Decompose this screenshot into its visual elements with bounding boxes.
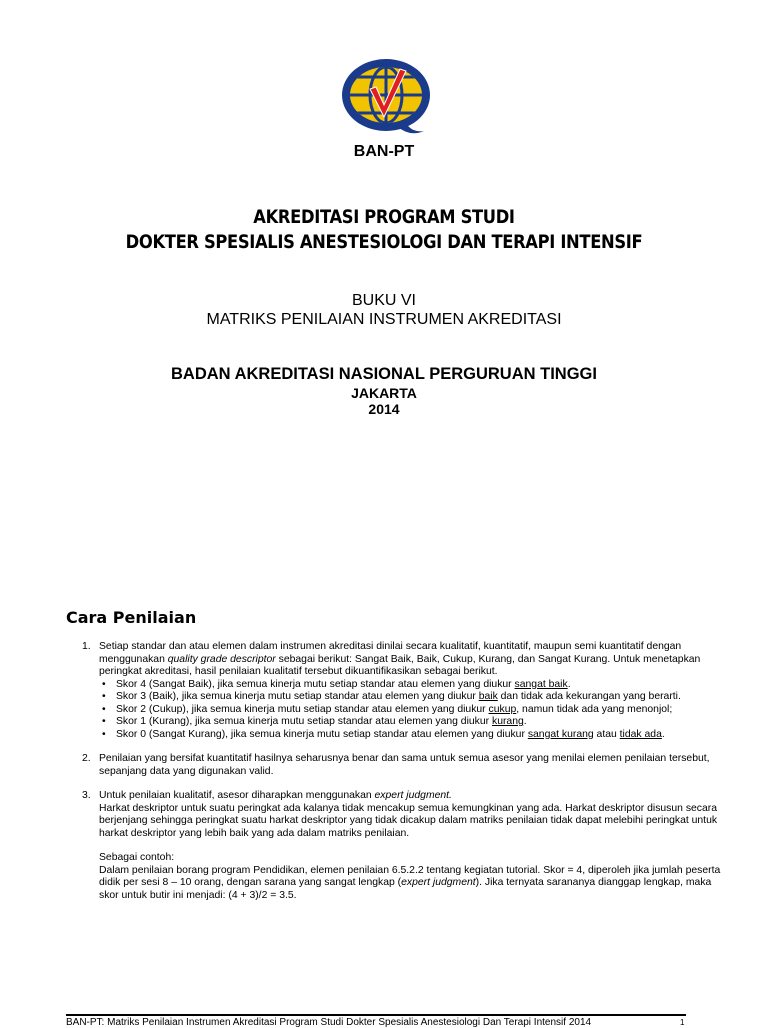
bullet-icon: • [102,728,106,740]
list-number: 1. [82,641,91,652]
list-item-3 [82,790,722,902]
bullet-icon: • [102,716,106,727]
footer-text: BAN-PT: Matriks Penilaian Instrumen Akreditasi Program Studi Dokter Spesialis Anestesiologi Dan Terapi Intensif 2014 [66,1017,592,1028]
score-bullet: • Skor 4 (Sangat Baik), jika semua kinerja mutu setiap standar atau elemen yang diukur sangat baik. [102,678,571,690]
year: 2014 [368,401,400,417]
assessment-instructions [82,641,722,902]
book-number: BUKU VI [351,292,416,309]
example-text: Dalam penilaian borang program Pendidikan, elemen penilaian 6.5.2.2 tentang kegiatan tutorial. Skor = 4, diperoleh jika jumlah peserta didik per sesi 8 – 10 orang, dengan sarana yang sangat lengkap (expert judgment). Jika ternyata sarananya dianggap lengkap, maka skor untuk butir ini menjadi: (4 + 3)/2 = 3.5. [99,864,721,901]
item2-text: Penilaian yang bersifat kuantitatif hasilnya seharusnya benar dan sama untuk semua asesor yang menilai elemen penilaian tersebut, sepanjang data yang digunakan valid. [99,753,710,777]
org-short-name: BAN-PT [353,143,415,160]
score-list [99,679,722,742]
item1-intro: Setiap standar dan atau elemen dalam instrumen akreditasi dinilai secara kualitatif, kuantitatif, maupun semi kuantitatif dengan menggunakan quality grade descriptor sebagai berikut: Sangat Baik, Baik, Cukup, Kurang, dan Sangat Kurang. Untuk menetapkan peringkat akreditasi, hasil penilaian kualitatif tersebut dikuantifikasikan sebagai berikut. [99,641,701,677]
item3-line1: Untuk penilaian kualitatif, asesor diharapkan menggunakan expert judgment. [99,790,452,801]
score-bullet: • Skor 1 (Kurang), jika semua kinerja mutu setiap standar atau elemen yang diukur kurang. [102,716,527,727]
list-number: 3. [82,790,91,801]
bullet-icon: • [102,691,106,702]
example-label: Sebagai contoh: [99,852,175,863]
score-bullet: • Skor 0 (Sangat Kurang), jika semua kinerja mutu setiap standar atau elemen yang diukur sangat kurang atau tidak ada. [102,728,665,740]
score-bullet: • Skor 3 (Baik), jika semua kinerja mutu setiap standar atau elemen yang diukur baik dan tidak ada kekurangan yang berarti. [102,691,681,702]
list-item-1 [82,641,722,741]
book-subtitle: MATRIKS PENILAIAN INSTRUMEN AKREDITASI [206,311,562,328]
ban-pt-logo [340,55,436,139]
document-title-line2: DOKTER SPESIALIS ANESTESIOLOGI DAN TERAPI INTENSIF [125,231,643,253]
city: JAKARTA [351,385,417,401]
item3-paragraph: Harkat deskriptor untuk suatu peringkat ada kalanya tidak mencakup semua kemungkinan yang ada. Harkat deskriptor disusun secara berjenjang sehingga peringkat suatu harkat deskriptor yang tidak dicakup dalam matriks penilaian tidak dapat melebihi peringkat untuk harkat deskriptor yang lebih baik yang ada dalam matriks penilaian. [99,802,718,839]
section-heading: Cara Penilaian [66,608,197,627]
document-title-line1: AKREDITASI PROGRAM STUDI [253,206,515,228]
globe-checkmark-icon [340,55,436,139]
list-item-2 [82,753,722,778]
footer-divider [66,1014,686,1016]
page-number: 1 [680,1018,685,1027]
bullet-icon: • [102,678,106,690]
bullet-icon: • [102,703,106,715]
list-number: 2. [82,753,91,764]
agency-name: BADAN AKREDITASI NASIONAL PERGURUAN TINGGI [171,365,597,383]
score-bullet: • Skor 2 (Cukup), jika semua kinerja mutu setiap standar atau elemen yang diukur cukup, namun tidak ada yang menonjol; [102,703,673,715]
